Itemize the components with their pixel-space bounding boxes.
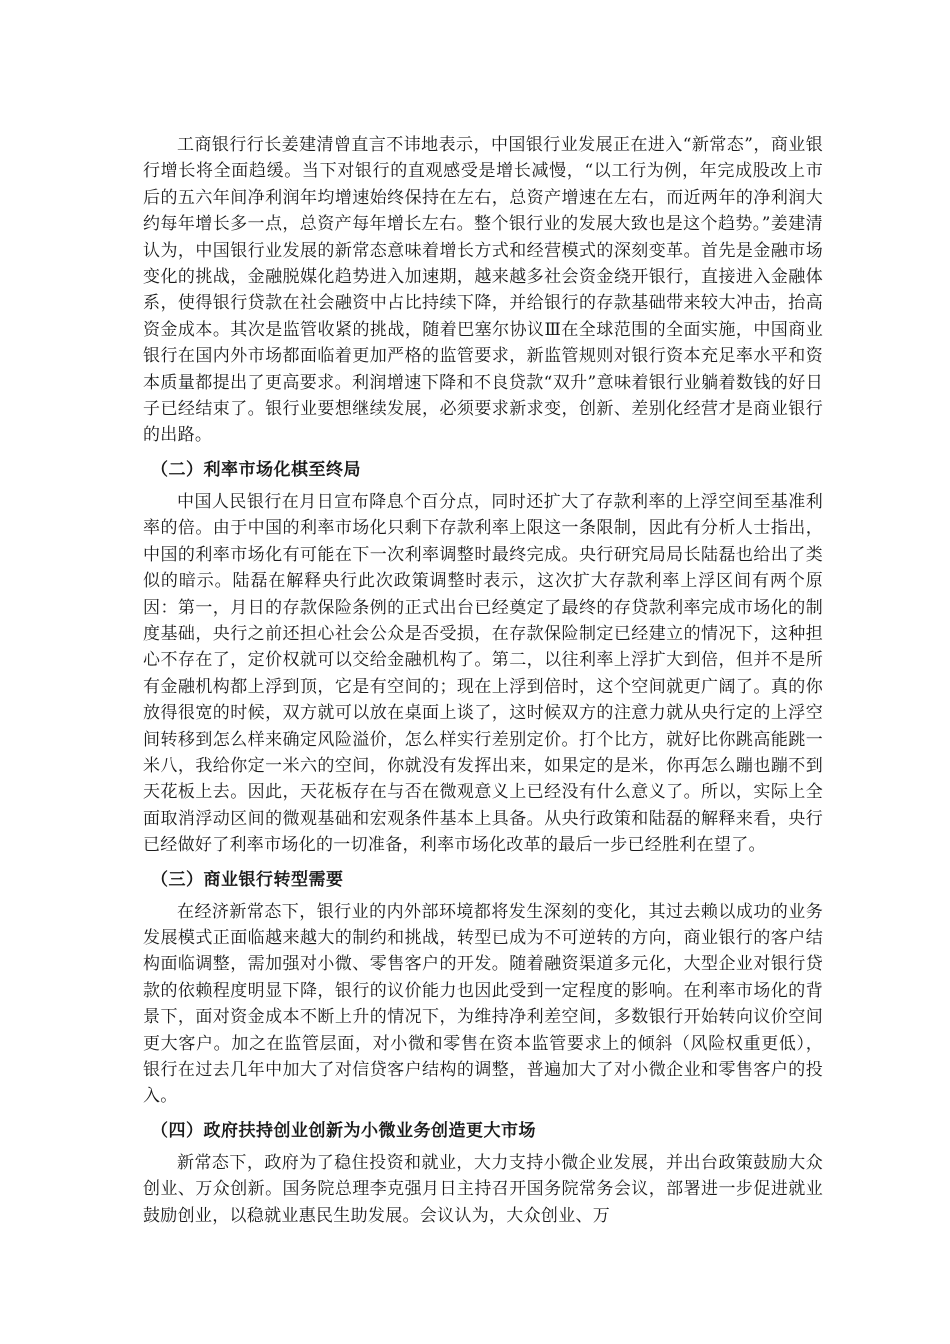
section-heading-3: （三）商业银行转型需要	[151, 869, 344, 890]
paragraph-1: 工商银行行长姜建清曾直言不讳地表示，中国银行业发展正在进入“新常态”，商业银行增长将全面趋缓。当下对银行的直观感受是增长减慢，“以工行为例，年完成股改上市后的五六年间净利润年均增速始终保持在左右，总资产增速在左右，而近两年的净利润大约每年增长多一点，总资产每年增长左右。整个银行业的发展大致也是这个趋势。”姜建清认为，中国银行业发展的新常态意味着增长方式和经营模式的深刻变革。首先是金融市场变化的挑战，金融脱媒化趋势进入加速期，越来越多社会资金绕开银行，直接进入金融体系，使得银行贷款在社会融资中占比持续下降，并给银行的存款基础带来较大冲击，抬高资金成本。其次是监管收紧的挑战，随着巴塞尔协议Ⅲ在全球范围的全面实施，中国商业银行在国内外市场都面临着更加严格的监管要求，新监管规则对银行资本充足率水平和资本质量都提出了更高要求。利润增速下降和不良贷款“双升”意味着银行业躺着数钱的好日子已经结束了。银行业要想继续发展，必须要求新求变，创新、差别化经营才是商业银行的出路。	[143, 135, 823, 446]
paragraph-2: 中国人民银行在月日宣布降息个百分点，同时还扩大了存款利率的上浮空间至基准利率的倍。由于中国的利率市场化只剩下存款利率上限这一条限制，因此有分析人士指出，中国的利率市场化有可能在下一次利率调整时最终完成。央行研究局局长陆磊也给出了类似的暗示。陆磊在解释央行此次政策调整时表示，这次扩大存款利率上浮区间有两个原因：第一，月日的存款保险条例的正式出台已经奠定了最终的存贷款利率完成市场化的制度基础，央行之前还担心社会公众是否受损，在存款保险制定已经建立的情况下，这种担心不存在了，定价权就可以交给金融机构了。第二，以往利率上浮扩大到倍，但并不是所有金融机构都上浮到顶，它是有空间的；现在上浮到倍时，这个空间就更广阔了。真的你放得很宽的时候，双方就可以放在桌面上谈了，这时候双方的注意力就从央行定的上浮空间转移到怎么样来确定风险溢价，怎么样实行差别定价。打个比方，就好比你跳高能跳一米八，我给你定一米六的空间，你就没有发挥出来，如果定的是米，你再怎么蹦也蹦不到天花板上去。因此，天花板存在与否在微观意义上已经没有什么意义了。所以，实际上全面取消浮动区间的微观基础和宏观条件基本上具备。从央行政策和陆磊的解释来看，央行已经做好了利率市场化的一切准备，利率市场化改革的最后一步已经胜利在望了。	[143, 491, 823, 856]
paragraph-4: 新常态下，政府为了稳住投资和就业，大力支持小微企业发展，并出台政策鼓励大众创业、万众创新。国务院总理李克强月日主持召开国务院常务会议，部署进一步促进就业鼓励创业，以稳就业惠民生助发展。会议认为，大众创业、万	[143, 1152, 823, 1226]
section-heading-2: （二）利率市场化棋至终局	[151, 459, 361, 480]
paragraph-3: 在经济新常态下，银行业的内外部环境都将发生深刻的变化，其过去赖以成功的业务发展模式正面临越来越大的制约和挑战，转型已成为不可逆转的方向，商业银行的客户结构面临调整，需加强对小微、零售客户的开发。随着融资渠道多元化，大型企业对银行贷款的依赖程度明显下降，银行的议价能力也因此受到一定程度的影响。在利率市场化的背景下，面对资金成本不断上升的情况下，为维持净利差空间，多数银行开始转向议价空间更大客户。加之在监管层面，对小微和零售在资本监管要求上的倾斜（风险权重更低），银行在过去几年中加大了对信贷客户结构的调整，普遍加大了对小微企业和零售客户的投入。	[143, 901, 823, 1107]
section-heading-4: （四）政府扶持创业创新为小微业务创造更大市场	[151, 1120, 536, 1141]
document-page	[143, 132, 823, 1229]
